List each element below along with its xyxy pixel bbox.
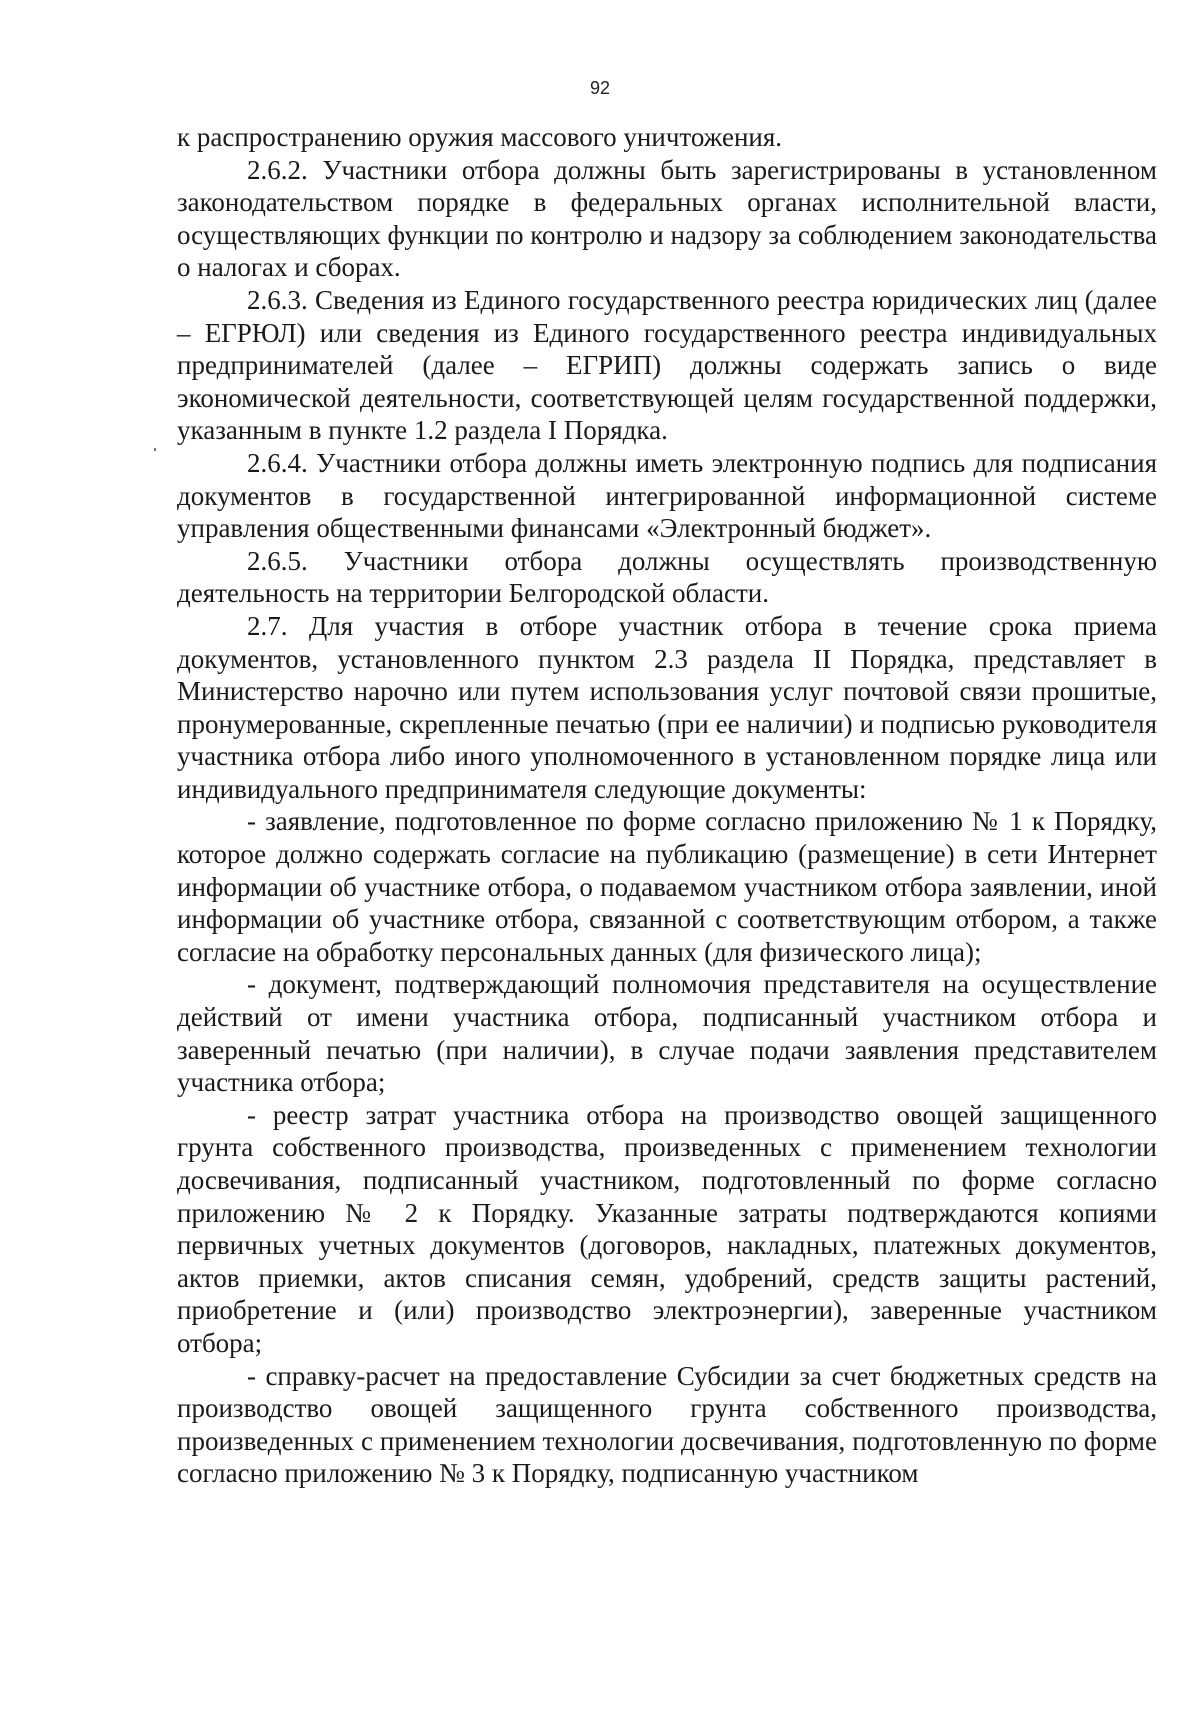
paragraph-2-6-2: 2.6.2. Участники отбора должны быть зарегистрированы в установленном законодательством порядке в федеральных органах исполнительной власти, осуществляющих функции по контролю и надзору за соблюдением законодательства о налогах и сборах. xyxy=(177,154,1157,283)
paragraph-2-6-4: 2.6.4. Участники отбора должны иметь электронную подпись для подписания документов в государственной интегрированной информационной системе управления общественными финансами «Электронный бюджет». xyxy=(177,447,1157,544)
page-number: 92 xyxy=(589,78,611,98)
list-item-calculation-certificate: - справку-расчет на предоставление Субсидии за счет бюджетных средств на производство овощей защищенного грунта собственного производства, произведенных с применением технологии досвечивания, подготовленную по форме согласно приложению № 3 к Порядку, подписанную участником xyxy=(177,1360,1157,1489)
list-item-authority-document: - документ, подтверждающий полномочия представителя на осуществление действий от имени участника отбора, подписанный участником отбора и заверенный печатью (при наличии), в случае подачи заявления представителем участника отбора; xyxy=(177,969,1157,1098)
scan-mark xyxy=(154,448,156,451)
paragraph-continuation: к распространению оружия массового уничтожения. xyxy=(177,122,783,152)
document-body xyxy=(177,121,1157,1490)
list-item-application: - заявление, подготовленное по форме согласно приложению № 1 к Порядку, которое должно содержать согласие на публикацию (размещение) в сети Интернет информации об участнике отбора, о подаваемом участником отбора заявлении, иной информации об участнике отбора, связанной с соответствующим отбором, а также согласие на обработку персональных данных (для физического лица); xyxy=(177,806,1157,967)
paragraph-2-7: 2.7. Для участия в отборе участник отбора в течение срока приема документов, установленного пунктом 2.3 раздела II Порядка, представляет в Министерство нарочно или путем использования услуг почтовой связи прошитые, пронумерованные, скрепленные печатью (при ее наличии) и подписью руководителя участника отбора либо иного уполномоченного в установленном порядке лица или индивидуального предпринимателя следующие документы: xyxy=(177,610,1157,804)
list-item-cost-register: - реестр затрат участника отбора на производство овощей защищенного грунта собственного производства, произведенных с применением технологии досвечивания, подписанный участником, подготовленный по форме согласно приложению № 2 к Порядку. Указанные затраты подтверждаются копиями первичных учетных документов (договоров, накладных, платежных документов, актов приемки, актов списания семян, удобрений, средств защиты растений, приобретение и (или) производство электроэнергии), заверенные участником отбора; xyxy=(177,1099,1157,1358)
paragraph-2-6-5: 2.6.5. Участники отбора должны осуществлять производственную деятельность на территории Белгородской области. xyxy=(177,545,1157,609)
paragraph-2-6-3: 2.6.3. Сведения из Единого государственного реестра юридических лиц (далее – ЕГРЮЛ) или сведения из Единого государственного реестра индивидуальных предпринимателей (далее – ЕГРИП) должны содержать запись о виде экономической деятельности, соответствующей целям государственной поддержки, указанным в пункте 1.2 раздела I Порядка. xyxy=(177,284,1157,446)
